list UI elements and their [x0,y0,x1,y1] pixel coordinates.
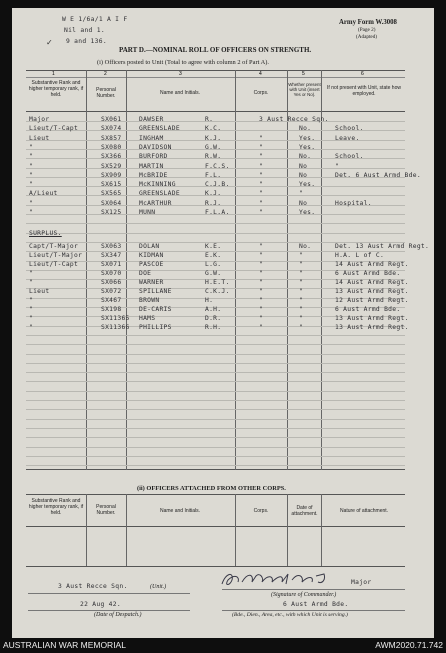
cell-number: SX909 [101,171,122,179]
row-rule [26,233,405,234]
cell-number: SX072 [101,288,122,295]
cell-initials: G.W. [205,143,222,151]
cell-initials: H. [205,297,214,304]
footer-institution: AUSTRALIAN WAR MEMORIAL [3,640,126,650]
colnum-1: 1 [52,71,55,77]
cell-corps: " [259,153,264,161]
pen-mark: ✓ [46,38,53,47]
cell-name: McBRIDE [139,171,168,179]
cell-number: SX063 [101,243,122,250]
cell-initials: F.L. [205,171,222,179]
row-rule [26,354,405,355]
cell-corps: " [259,199,264,207]
cell-rank: " [29,270,34,277]
cell-initials: K.J. [205,190,222,198]
cell-initials: R. [205,116,214,123]
cell-name: DE-CARIS [139,306,172,313]
row-rule [26,372,405,373]
cell-employed: School. [335,125,364,133]
ii-header-date: Date of attachment. [291,505,318,517]
cell-employed: 13 Aust Armd Regt. [335,315,409,322]
row-rule [26,419,405,420]
cell-initials: K.J. [205,134,222,142]
cell-name: INGHAM [139,134,164,142]
cell-rank: " [29,162,34,170]
despatch-value: 22 Aug 42. [80,601,121,608]
cell-name: GREENSLADE [139,190,180,198]
cell-present: " [299,261,304,268]
col-header-present: Whether present with Unit (insert Yes or No). [288,82,321,98]
signature-rule [222,589,405,590]
row-rule [26,391,405,392]
ref-line-3: 9 and 136. [66,38,107,45]
cell-initials: L.G. [205,261,222,268]
cell-corps: " [259,315,264,322]
cell-rank: " [29,153,34,161]
cell-corps: " [259,297,264,304]
cell-rank: Lieut/T-Capt [29,261,79,268]
cell-initials: R.J. [205,199,222,207]
cell-rank: " [29,297,34,304]
cell-present: " [299,297,304,304]
cell-rank: " [29,279,34,286]
cell-name: BROWN [139,297,160,304]
footer-accession: AWM2020.71.742 [375,640,443,650]
cell-rank: " [29,199,34,207]
ref-line-1: W E 1/6a/1 A I F [62,16,128,23]
cell-corps: " [259,279,264,286]
row-rule [26,223,405,224]
cell-employed: Leave. [335,134,360,142]
cell-employed: 13 Aust Armd Regt. [335,324,409,331]
ii-col-divider-1 [86,494,87,566]
cell-rank: " [29,306,34,313]
cell-rank: Lieut/T-Major [29,252,83,259]
cell-corps: " [259,209,264,216]
cell-initials: H.E.T. [205,279,230,286]
col-header-employed: If not present with Unit, state how employed. [327,85,401,97]
cell-number: SX467 [101,297,122,304]
cell-initials: C.J.B. [205,181,230,189]
cell-number: SX074 [101,125,122,133]
cell-corps: " [259,306,264,313]
cell-rank: " [29,209,34,216]
cell-rank: Lieut [29,134,50,142]
cell-name: DOLAN [139,243,160,250]
cell-employed: 14 Aust Armd Regt. [335,261,409,268]
part-title: PART D.—NOMINAL ROLL OF OFFICERS ON STRENGTH. [119,46,312,54]
cell-corps: " [259,243,264,250]
cell-name: PASCOE [139,261,164,268]
cell-initials: A.H. [205,306,222,313]
cell-number: SX061 [101,116,122,123]
cell-corps: " [259,252,264,259]
cell-initials: F.C.S. [205,162,230,170]
cell-corps: " [259,134,264,142]
cell-present: " [299,190,304,198]
row-rule [26,437,405,438]
cell-corps: " [259,288,264,295]
colnum-3: 3 [179,71,182,77]
cell-number: SX565 [101,190,122,198]
cell-name: McARTHUR [139,199,172,207]
row-rule [26,447,405,448]
cell-rank: Lieut/T-Capt [29,125,79,133]
cell-name: GREENSLADE [139,125,180,133]
cell-employed: 14 Aust Armd Regt. [335,279,409,286]
cell-employed: H.A. L of C. [335,252,385,259]
colnum-4: 4 [259,71,262,77]
cell-employed: Det. 13 Aust Armd Regt. [335,243,430,250]
row-rule [26,400,405,401]
form-page: (Page 2) [358,27,376,33]
cell-employed: 12 Aust Armd Regt. [335,297,409,304]
cell-present: No. [299,125,312,133]
cell-corps: " [259,270,264,277]
cell-initials: R.H. [205,324,222,331]
table-bottom-rule [26,469,405,470]
cell-name: SPILLANE [139,288,172,295]
row-rule [26,363,405,364]
cell-present: " [299,315,304,322]
cell-initials: C.K.J. [205,288,230,295]
form-adapted: (Adapted) [356,34,378,40]
surplus-heading: SURPLUS. [29,230,62,237]
row-rule [26,344,405,345]
cell-present: Yes. [299,181,316,189]
cell-present: " [299,270,304,277]
bde-rule [222,610,405,611]
section-ii-bottom-rule [26,566,405,567]
cell-initials: R.W. [205,153,222,161]
archive-footer [0,638,446,653]
cell-rank: " [29,181,34,189]
cell-name: HAMS [139,315,156,322]
cell-corps: " [259,143,264,151]
cell-present: Yes. [299,134,316,142]
cell-number: SX615 [101,181,122,189]
cell-number: SX11366 [101,324,130,331]
bde-label: (Bde., Dien., Area, etc., with which Unit is serving.) [232,612,348,618]
row-rule [26,335,405,336]
ii-col-divider-4 [287,494,288,566]
cell-number: SX11365 [101,315,130,322]
cell-corps: " [259,190,264,198]
cell-name: KIDMAN [139,252,164,259]
cell-initials: G.W. [205,270,222,277]
cell-number: SX347 [101,252,122,259]
form-title: Army Form W.3008 [339,19,397,26]
col-header-number: Personal Number. [96,87,116,99]
row-rule [26,428,405,429]
cell-initials: K.E. [205,243,222,250]
cell-corps: 3 Aust Recce Sqn. [259,116,329,123]
cell-present: Yes. [299,143,316,151]
col-header-corps: Corps. [253,90,269,96]
ii-header-rank: Substantive Rank and higher temporary rank, if held. [28,498,84,516]
cell-corps: " [259,261,264,268]
cell-present: " [299,306,304,313]
cell-number: SX080 [101,143,122,151]
section-i-title: (i) Officers posted to Unit (Total to agree with column 2 of Part A). [97,59,269,66]
cell-name: DAVIDSON [139,143,172,151]
cell-present: " [299,288,304,295]
table-top-rule [26,70,405,71]
cell-employed: Hospital. [335,199,372,207]
cell-name: McKINNING [139,181,176,189]
cell-corps: " [259,171,264,179]
cell-number: SX857 [101,134,122,142]
bde-value: 6 Aust Armd Bde. [283,601,349,608]
cell-number: SX529 [101,162,122,170]
cell-number: SX071 [101,261,122,268]
cell-name: DOE [139,270,152,277]
cell-number: SX066 [101,279,122,286]
cell-rank: " [29,324,34,331]
cell-present: " [299,252,304,259]
cell-number: SX070 [101,270,122,277]
cell-employed: Det. 6 Aust Armd Bde. [335,171,421,179]
despatch-rule [28,610,190,611]
cell-present: No [299,162,308,170]
unit-label: (Unit.) [150,584,167,590]
unit-value: 3 Aust Recce Sqn. [58,583,128,590]
colnum-5: 5 [302,71,305,77]
despatch-label: (Date of Despatch.) [94,612,142,618]
signature-rank: Major [351,579,372,586]
row-rule [26,456,405,457]
ii-header-corps: Corps. [253,508,269,514]
cell-employed: 13 Aust Armd Regt. [335,288,409,295]
ii-col-divider-5 [321,494,322,566]
cell-employed: School. [335,153,364,161]
cell-name: MUNN [139,209,156,216]
cell-rank: " [29,315,34,322]
ref-line-2: Nil and 1. [64,27,105,34]
section-ii-top-rule [26,494,405,495]
row-rule [26,409,405,410]
cell-rank: " [29,171,34,179]
cell-initials: D.R. [205,315,222,322]
colnum-rule [26,77,405,78]
cell-name: PHILLIPS [139,324,172,331]
col-header-rank: Substantive Rank and higher temporary rank, if held. [28,80,84,98]
cell-name: DAWSER [139,116,164,123]
cell-present: No. [299,243,312,250]
commander-signature [218,568,346,590]
cell-number: SX125 [101,209,122,216]
cell-present: " [299,324,304,331]
cell-corps: " [259,162,264,170]
cell-corps: " [259,324,264,331]
colnum-6: 6 [361,71,364,77]
cell-initials: E.K. [205,252,222,259]
cell-present: Yes. [299,209,316,216]
ii-header-nature: Nature of attachment. [339,508,389,514]
cell-rank: Capt/T-Major [29,243,79,250]
cell-number: SX064 [101,199,122,207]
cell-name: BURFORD [139,153,168,161]
cell-present: No. [299,153,312,161]
cell-present: " [299,279,304,286]
cell-present: No [299,171,308,179]
cell-name: MARTIN [139,162,164,170]
unit-rule [28,593,190,594]
cell-corps: " [259,181,264,189]
cell-present: No [299,199,308,207]
cell-employed: 6 Aust Armd Bde. [335,270,401,277]
row-rule [26,381,405,382]
form-sheet [12,8,434,638]
cell-employed: " [335,162,340,170]
cell-initials: K.C. [205,125,222,133]
cell-number: SX366 [101,153,122,161]
ii-header-name: Name and Initials. [159,508,201,514]
cell-initials: F.L.A. [205,209,230,216]
col-header-name: Name and Initials. [159,90,201,96]
ii-header-number: Personal Number. [96,504,116,516]
ii-col-divider-2 [126,494,127,566]
cell-rank: Lieut [29,288,50,295]
cell-rank: Major [29,116,50,123]
row-rule [26,121,405,122]
ii-col-divider-3 [235,494,236,566]
section-ii-title: (ii) OFFICERS ATTACHED FROM OTHER CORPS. [137,485,286,492]
section-ii-header-rule [26,526,405,527]
signature-label: (Signature of Commander.) [271,592,337,598]
cell-rank: " [29,143,34,151]
cell-employed: 6 Aust Armd Bde. [335,306,401,313]
cell-number: SX198 [101,306,122,313]
colnum-2: 2 [104,71,107,77]
row-rule [26,465,405,466]
cell-rank: A/Lieut [29,190,58,198]
header-bottom-rule [26,111,405,112]
cell-name: WARNER [139,279,164,286]
